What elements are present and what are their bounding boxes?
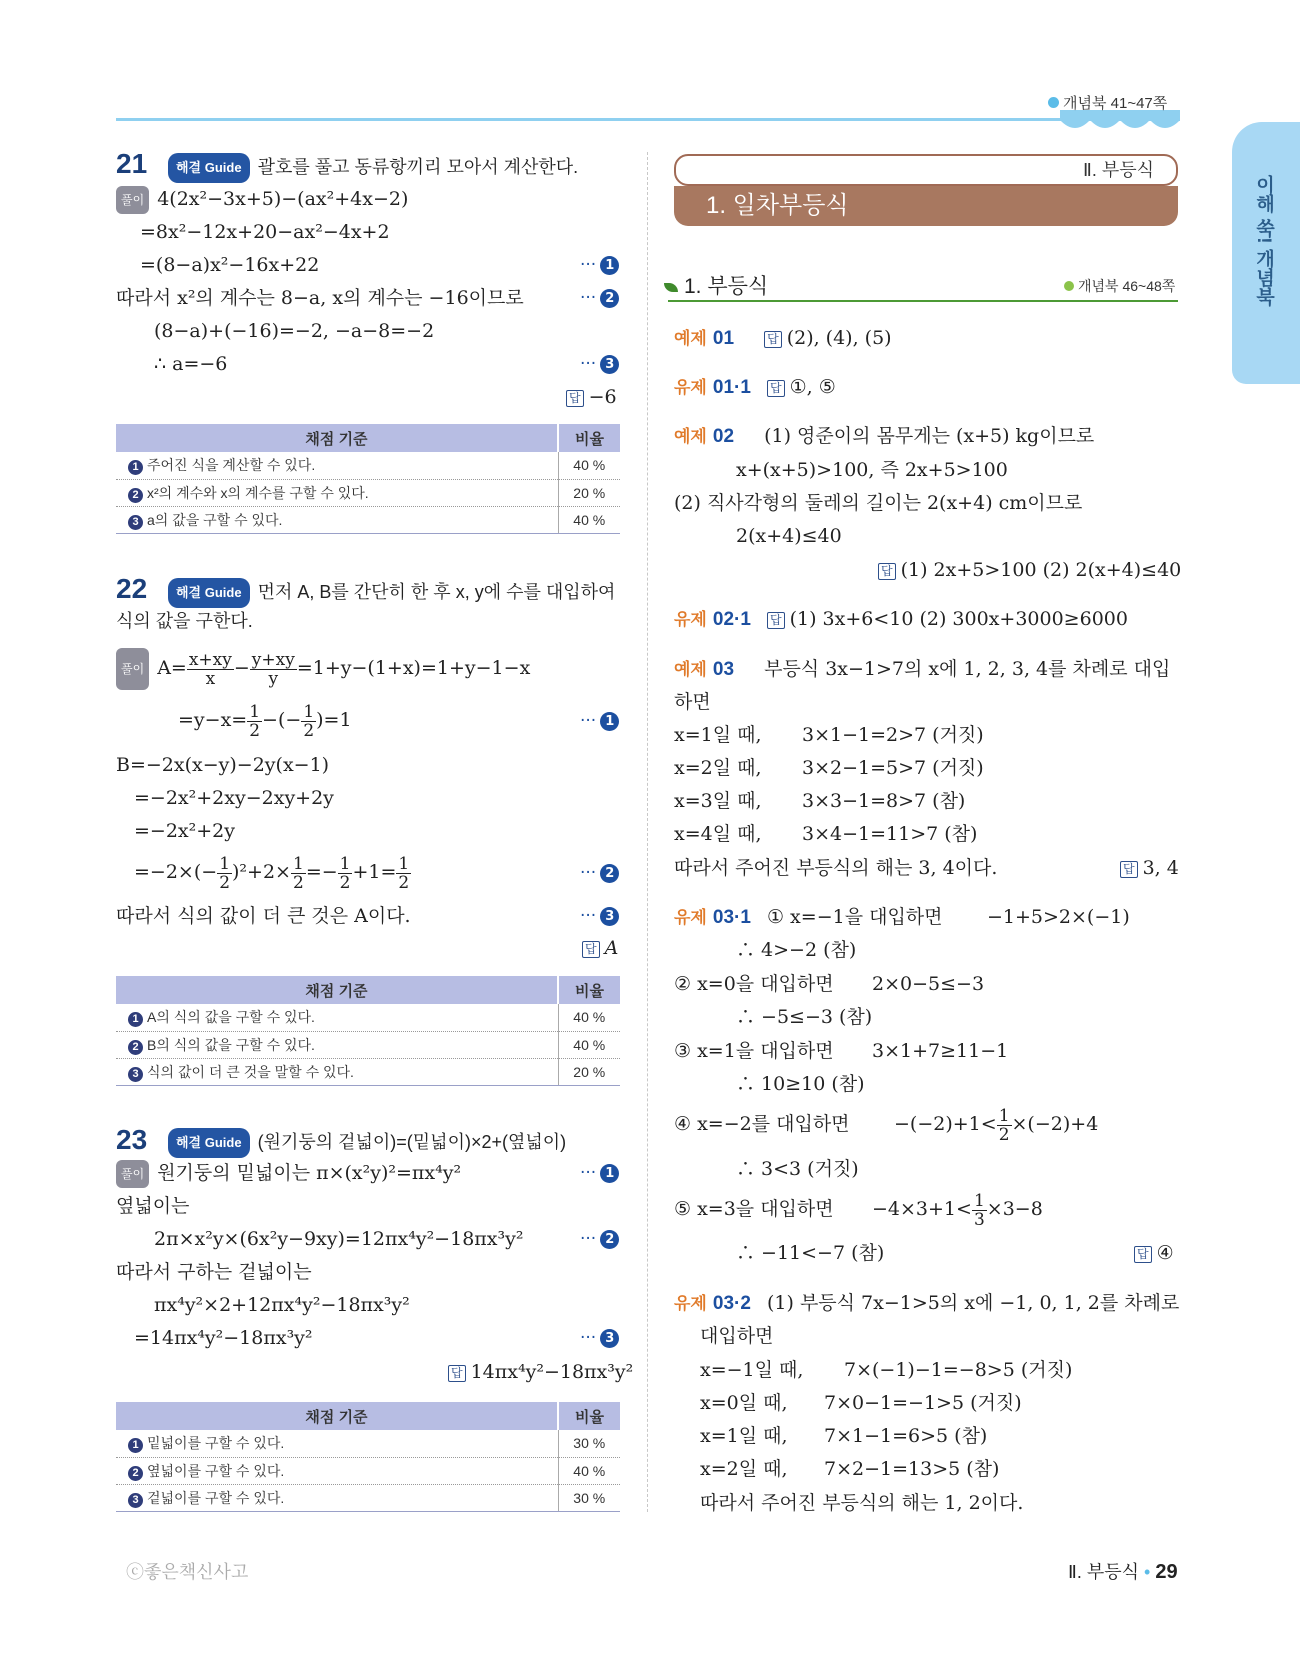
problem-23-guide: 해결 Guide (원기둥의 겉넓이)=(밑넓이)×2+(옆넓이)	[168, 1128, 566, 1158]
problem-22-number: 22	[116, 573, 148, 604]
p21-line-1: 풀이 4(2x²−3x+5)−(ax²+4x−2)	[116, 186, 408, 214]
ex02-answer: 답 (1) 2x+5>100 (2) 2(x+4)≤40	[878, 557, 1181, 583]
table-row: 1 A의 식의 값을 구할 수 있다. 40 %	[116, 1004, 620, 1031]
u031-line-5: ③ x=1을 대입하면 3×1+7≥11−1	[674, 1040, 1009, 1062]
ex03-conclusion: 따라서 주어진 부등식의 해는 3, 4이다.	[674, 857, 998, 879]
answer-icon: 답	[1134, 1246, 1152, 1263]
ex01: 예제 01 답 (2), (4), (5)	[674, 327, 892, 349]
u031-line-2: ∴ 4>−2 (참)	[736, 939, 857, 961]
u021: 유제 02·1 답 (1) 3x+6<10 (2) 300x+3000≥6000	[674, 608, 1128, 630]
ex03-answer: 답 3, 4	[1120, 855, 1179, 881]
header-rule	[116, 118, 1180, 121]
p21-marker-3: ··· 3	[580, 351, 619, 377]
guide-badge: 해결 Guide	[168, 1128, 250, 1158]
table-row: 3 a의 값을 구할 수 있다. 40 %	[116, 506, 620, 533]
table-row: 1 주어진 식을 계산할 수 있다. 40 %	[116, 452, 620, 479]
u011: 유제 01·1 답 ①, ⑤	[674, 376, 836, 398]
p23-marker-3: ··· 3	[580, 1325, 619, 1351]
side-tab-label: 이해 쑥! 개념북	[1253, 175, 1274, 306]
table-row: 3 겉넓이를 구할 수 있다. 30 %	[116, 1484, 620, 1511]
ex03-intro-2: 하면	[674, 691, 711, 713]
p23-line-5: πx⁴y²×2+12πx⁴y²−18πx³y²	[154, 1294, 410, 1316]
problem-22-guide-2: 식의 값을 구한다.	[116, 611, 253, 631]
bullet-icon	[1048, 97, 1059, 108]
answer-icon: 답	[764, 331, 782, 348]
ex02-line-1: 예제 02 (1) 영준이의 몸무게는 (x+5) kg이므로	[674, 425, 1095, 447]
leaf-icon	[664, 283, 678, 292]
p23-line-1: 풀이 원기둥의 밑넓이는 π×(x²y)²=πx⁴y²	[116, 1160, 461, 1188]
column-divider	[647, 152, 648, 1512]
p23-line-4: 따라서 구하는 겉넓이는	[116, 1261, 312, 1283]
table-header-criteria: 채점 기준	[116, 424, 558, 452]
header-wave	[1060, 110, 1180, 134]
table-header-ratio: 비율	[558, 976, 620, 1004]
p22-marker-3: ··· 3	[580, 903, 619, 929]
table-header-criteria: 채점 기준	[116, 976, 558, 1004]
p22-score-table	[116, 976, 620, 1086]
pul-badge: 풀이	[116, 186, 149, 214]
p22-line-1: 풀이 A= $\frac{x+xy}{x}$ − $\frac{y+xy}{y}$ =1+y−(1+x)=1+y−1−x	[116, 648, 530, 690]
u032-row-4: x=2일 때, 7×2−1=13>5 (참)	[700, 1458, 1000, 1480]
u032-row-2: x=0일 때, 7×0−1=−1>5 (거짓)	[700, 1392, 1022, 1414]
ex02-line-2: x+(x+5)>100, 즉 2x+5>100	[736, 459, 1008, 481]
answer-icon: 답	[1120, 861, 1138, 878]
p22-answer: 답 A	[582, 935, 618, 961]
p23-answer: 답 14πx⁴y²−18πx³y²	[448, 1359, 633, 1385]
header-ref: 개념북 41~47쪽	[1048, 92, 1167, 113]
u031-line-8: ∴ 3<3 (거짓)	[736, 1158, 859, 1180]
guide-badge: 해결 Guide	[168, 578, 250, 608]
problem-22-guide: 해결 Guide 먼저 A, B를 간단히 한 후 x, y에 수를 대입하여	[168, 578, 615, 608]
u031-line-9: ⑤ x=3을 대입하면 −4×3+1< $\frac{1}{3}$ ×3−8	[674, 1190, 1043, 1230]
table-header-ratio: 비율	[558, 424, 620, 452]
u032-conclusion: 따라서 주어진 부등식의 해는 1, 2이다.	[700, 1492, 1024, 1514]
section-rule	[668, 300, 1178, 302]
answer-icon: 답	[767, 612, 785, 629]
u032-row-1: x=−1일 때, 7×(−1)−1=−8>5 (거짓)	[700, 1359, 1073, 1381]
u031-answer: 답 ④	[1134, 1240, 1174, 1266]
ex03-intro: 예제 03 부등식 3x−1>7의 x에 1, 2, 3, 4를 차례로 대입	[674, 658, 1171, 680]
p23-line-3: 2π×x²y×(6x²y−9xy)=12πx⁴y²−18πx³y²	[154, 1228, 524, 1250]
problem-23-number: 23	[116, 1124, 148, 1155]
p22-marker-2: ··· 2	[580, 860, 619, 886]
ex03-row-2: x=2일 때, 3×2−1=5>7 (거짓)	[674, 757, 984, 779]
p23-line-6: =14πx⁴y²−18πx³y²	[134, 1327, 313, 1349]
u032-intro: 유제 03·2 (1) 부등식 7x−1>5의 x에 −1, 0, 1, 2를 차례로	[674, 1292, 1180, 1314]
p23-score-table	[116, 1402, 620, 1512]
p21-line-4: 따라서 x²의 계수는 8−a, x의 계수는 −16이므로	[116, 287, 524, 309]
p22-line-7: 따라서 식의 값이 더 큰 것은 A이다.	[116, 905, 411, 927]
table-row: 1 밑넓이를 구할 수 있다. 30 %	[116, 1430, 620, 1457]
pul-badge: 풀이	[116, 1160, 149, 1188]
p21-marker-1: ··· 1	[580, 252, 619, 278]
answer-icon: 답	[566, 390, 584, 407]
u031-line-3: ② x=0을 대입하면 2×0−5≤−3	[674, 973, 985, 995]
pul-badge: 풀이	[116, 648, 149, 690]
p23-marker-1: ··· 1	[580, 1160, 619, 1186]
bullet-icon	[1064, 281, 1074, 291]
footer-page: Ⅱ. 부등식 • 29	[1068, 1561, 1178, 1583]
p22-line-2: =y−x= $\frac{1}{2}$ −(− $\frac{1}{2}$ )=1	[178, 701, 352, 741]
p21-score-table	[116, 424, 620, 534]
u032-row-3: x=1일 때, 7×1−1=6>5 (참)	[700, 1425, 988, 1447]
answer-icon: 답	[582, 941, 600, 958]
p21-answer: 답 −6	[566, 384, 617, 410]
ex03-row-1: x=1일 때, 3×1−1=2>7 (거짓)	[674, 724, 984, 746]
p22-line-4: =−2x²+2xy−2xy+2y	[134, 787, 334, 809]
answer-icon: 답	[878, 563, 896, 580]
answer-icon: 답	[767, 380, 785, 397]
answer-icon: 답	[448, 1365, 466, 1382]
table-row: 2 x²의 계수와 x의 계수를 구할 수 있다. 20 %	[116, 479, 620, 506]
ex02-line-3: (2) 직사각형의 둘레의 길이는 2(x+4) cm이므로	[674, 492, 1083, 514]
u031-line-10: ∴ −11<−7 (참)	[736, 1242, 885, 1264]
p23-marker-2: ··· 2	[580, 1226, 619, 1252]
ex03-row-3: x=3일 때, 3×3−1=8>7 (참)	[674, 790, 966, 812]
unit-box: Ⅱ. 부등식	[674, 154, 1178, 186]
section-ref: 개념북 46~48쪽	[1064, 276, 1175, 296]
problem-21-number: 21	[116, 148, 148, 179]
u031-line-7: ④ x=−2를 대입하면 −(−2)+1< $\frac{1}{2}$ ×(−2)+4	[674, 1105, 1099, 1145]
p22-line-6: =−2×(− $\frac{1}{2}$ )²+2× $\frac{1}{2}$ =− $\frac{1}{2}$ +1= $\frac{1}{2}$	[134, 853, 410, 893]
p21-line-3: =(8−a)x²−16x+22	[140, 254, 320, 276]
p22-line-3: B=−2x(x−y)−2y(x−1)	[116, 754, 330, 776]
table-row: 2 옆넓이를 구할 수 있다. 40 %	[116, 1457, 620, 1484]
problem-21-guide: 해결 Guide 괄호를 풀고 동류항끼리 모아서 계산한다.	[168, 153, 578, 183]
table-header-criteria: 채점 기준	[116, 1402, 558, 1430]
ex02-line-4: 2(x+4)≤40	[736, 525, 842, 547]
p21-line-2: =8x²−12x+20−ax²−4x+2	[140, 221, 390, 243]
u031-line-6: ∴ 10≥10 (참)	[736, 1073, 865, 1095]
footer-copyright: ⓒ좋은책신사고	[126, 1562, 249, 1582]
ex03-row-4: x=4일 때, 3×4−1=11>7 (참)	[674, 823, 978, 845]
p21-line-5: (8−a)+(−16)=−2, −a−8=−2	[154, 320, 435, 342]
u031-line-4: ∴ −5≤−3 (참)	[736, 1006, 873, 1028]
p22-marker-1: ··· 1	[580, 708, 619, 734]
p21-marker-2: ··· 2	[580, 285, 619, 311]
table-header-ratio: 비율	[558, 1402, 620, 1430]
chapter-title: 1. 일차부등식	[674, 186, 1178, 226]
guide-badge: 해결 Guide	[168, 153, 250, 183]
p21-line-6: ∴ a=−6	[154, 353, 228, 375]
u032-intro-2: 대입하면	[700, 1325, 774, 1347]
table-row: 2 B의 식의 값을 구할 수 있다. 40 %	[116, 1031, 620, 1058]
table-row: 3 식의 값이 더 큰 것을 말할 수 있다. 20 %	[116, 1058, 620, 1085]
section-title: 1. 부등식	[664, 270, 768, 300]
p22-line-5: =−2x²+2y	[134, 820, 236, 842]
p23-line-2: 옆넓이는	[116, 1195, 190, 1217]
u031-line-1: 유제 03·1 ① x=−1을 대입하면 −1+5>2×(−1)	[674, 906, 1130, 928]
